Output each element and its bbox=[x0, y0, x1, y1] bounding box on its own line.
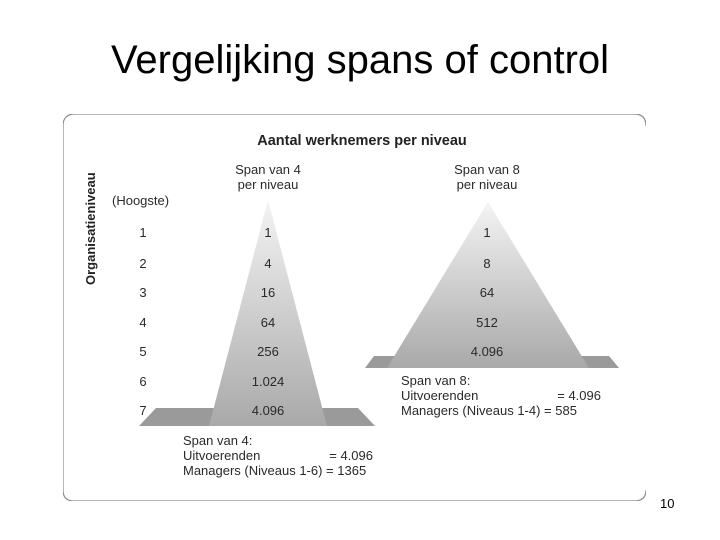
right-header-line1: Span van 8 bbox=[454, 162, 520, 177]
right-pyramid-header bbox=[454, 162, 520, 192]
left-level-value: 1 bbox=[264, 225, 272, 240]
axis-label: Organisatieniveau bbox=[83, 172, 98, 285]
span-of-control-figure bbox=[63, 114, 646, 501]
left-level-value: 1.024 bbox=[251, 374, 285, 389]
level-number: 5 bbox=[139, 344, 147, 359]
right-level-value: 512 bbox=[476, 315, 498, 330]
level-number: 6 bbox=[139, 374, 147, 389]
figure-title: Aantal werknemers per niveau bbox=[257, 133, 467, 149]
left-level-value: 4 bbox=[264, 256, 272, 271]
right-summary-line2 bbox=[401, 388, 601, 403]
left-header-line1: Span van 4 bbox=[235, 162, 301, 177]
right-summary bbox=[401, 373, 601, 418]
right-summary-label: Uitvoerenden bbox=[401, 388, 479, 403]
right-level-value: 8 bbox=[483, 256, 491, 271]
left-level-value: 256 bbox=[257, 344, 279, 359]
top-level-label: (Hoogste) bbox=[112, 193, 170, 208]
level-number: 3 bbox=[139, 285, 147, 300]
left-level-value: 4.096 bbox=[251, 403, 285, 418]
left-summary-line2 bbox=[183, 448, 373, 463]
left-pyramid-header bbox=[235, 162, 301, 192]
left-summary-label: Uitvoerenden bbox=[183, 448, 261, 463]
right-header-line2: per niveau bbox=[456, 177, 518, 192]
right-level-value: 4.096 bbox=[470, 344, 504, 359]
level-number: 7 bbox=[139, 403, 147, 418]
level-number: 1 bbox=[139, 225, 147, 240]
left-summary bbox=[183, 433, 373, 478]
left-header-line2: per niveau bbox=[237, 177, 299, 192]
left-summary-value: = 4.096 bbox=[329, 448, 373, 463]
left-level-value: 64 bbox=[260, 315, 276, 330]
level-number: 2 bbox=[139, 256, 147, 271]
level-number: 4 bbox=[139, 315, 147, 330]
left-summary-line3: Managers (Niveaus 1-6) = 1365 bbox=[183, 463, 367, 478]
right-level-value: 1 bbox=[483, 225, 491, 240]
left-level-value: 16 bbox=[260, 285, 276, 300]
left-summary-line1: Span van 4: bbox=[183, 433, 253, 448]
right-summary-line1: Span van 8: bbox=[401, 373, 471, 388]
page-number: 10 bbox=[660, 496, 675, 511]
right-summary-value: = 4.096 bbox=[557, 388, 601, 403]
right-level-value: 64 bbox=[479, 285, 495, 300]
slide-title: Vergelijking spans of control bbox=[110, 38, 610, 82]
right-summary-line3: Managers (Niveaus 1-4) = 585 bbox=[401, 403, 577, 418]
